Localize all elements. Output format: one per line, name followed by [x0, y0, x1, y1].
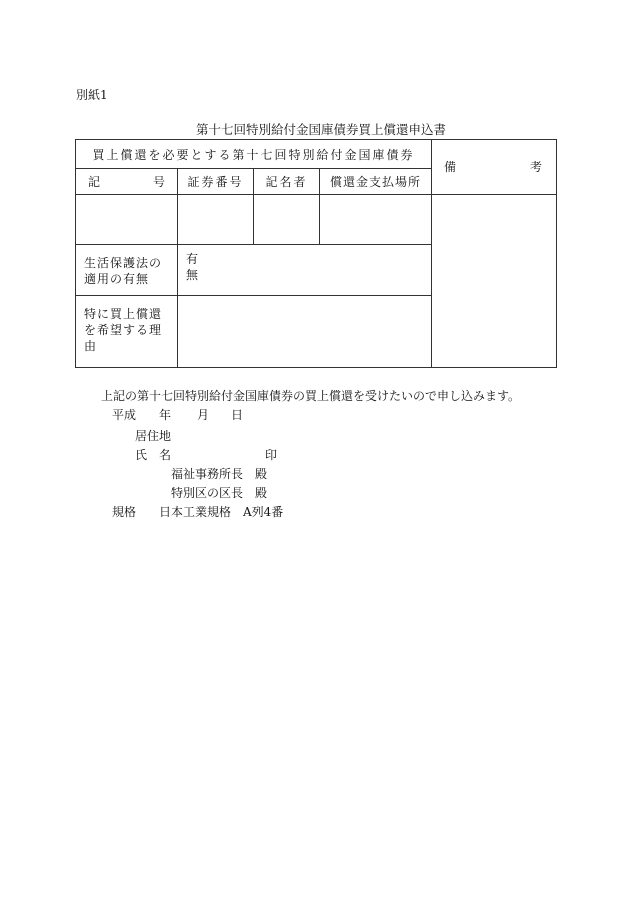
reason-label: 特に買上償還 を希望する理 由 — [76, 296, 178, 368]
reason-cell[interactable] — [178, 296, 432, 368]
group-header: 買上償還を必要とする第十七回特別給付金国庫債券 — [76, 140, 432, 169]
form-title: 第十七回特別給付金国庫債券買上償還申込書 — [196, 122, 447, 137]
remarks-header — [432, 140, 557, 195]
welfare-options[interactable] — [178, 245, 432, 296]
remarks-right: 考 — [529, 160, 542, 174]
col-certificate-number: 証券番号 — [178, 169, 254, 195]
payment-place-cell[interactable] — [320, 195, 432, 245]
col-symbol-left: 記 — [88, 175, 101, 189]
residence-label: 居住地 — [135, 429, 172, 443]
application-table — [75, 139, 557, 368]
remarks-cell[interactable] — [432, 195, 557, 368]
registered-name-cell[interactable] — [254, 195, 320, 245]
date-month: 月 — [197, 408, 210, 422]
seal-mark: 印 — [265, 448, 278, 462]
option-yes: 有 — [186, 252, 199, 266]
spec-label: 規格 — [112, 505, 137, 519]
addressee-welfare-office: 福祉事務所長 殿 — [171, 467, 268, 481]
spec-value: 日本工業規格 A列4番 — [159, 505, 284, 519]
symbol-cell[interactable] — [76, 195, 178, 245]
option-no: 無 — [186, 268, 199, 282]
date-era: 平成 — [112, 408, 137, 422]
col-registered-name: 記名者 — [254, 169, 320, 195]
date-day: 日 — [231, 408, 244, 422]
col-symbol — [76, 169, 178, 195]
remarks-left: 備 — [444, 160, 457, 174]
statement: 上記の第十七回特別給付金国庫債券の買上償還を受けたいので申し込みます。 — [101, 389, 521, 403]
col-symbol-right: 号 — [152, 175, 165, 189]
name-label: 氏 名 — [135, 448, 172, 462]
addressee-ward-head: 特別区の区長 殿 — [171, 486, 268, 500]
attachment-label: 別紙1 — [76, 88, 108, 102]
certificate-number-cell[interactable] — [178, 195, 254, 245]
date-year: 年 — [159, 408, 172, 422]
welfare-label: 生活保護法の 適用の有無 — [76, 245, 178, 296]
col-payment-place: 償還金支払場所 — [320, 169, 432, 195]
